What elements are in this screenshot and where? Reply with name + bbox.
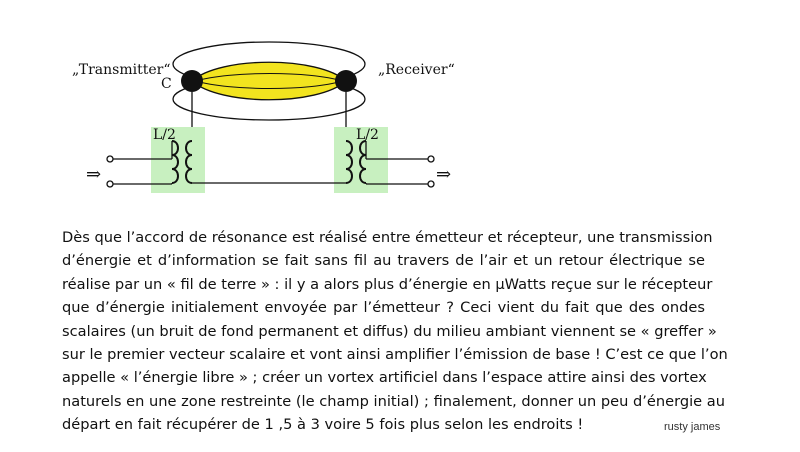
paragraph-line: appelle « l’énergie libre » ; créer un vortex artificiel dans l’espace attire ainsi des vortex [62, 369, 707, 387]
transmitter-terminal-ball [181, 70, 203, 92]
input-arrow: ⇒ [86, 164, 102, 185]
paragraph-line: Dès que l’accord de résonance est réalisé entre émetteur et récepteur, une transmission [62, 229, 713, 246]
left-coil-label: L/2 [153, 127, 176, 143]
paragraph-line: scalaires (un bruit de fond permanent et diffus) du milieu ambiant viennent se « greffer » [62, 322, 717, 340]
author-signature: rusty james [664, 421, 721, 433]
paragraph-line: que d’énergie initialement envoyée par l’émetteur ? Ceci vient du fait que des ondes [62, 299, 705, 317]
transmitter-label: „Transmitter“ [72, 62, 171, 78]
resonance-transmission-diagram [0, 0, 800, 210]
right-coil-label: L/2 [356, 127, 379, 143]
output-arrow: ⇒ [436, 164, 452, 185]
paragraph-line: sur le premier vecteur scalaire et vont ainsi amplifier l’émission de base ! C’est ce que l’on [62, 346, 728, 364]
article-paragraph [62, 226, 728, 437]
paragraph-line: d’énergie et d’information se fait sans fil au travers de l’air et un retour électrique se [62, 252, 705, 270]
paragraph-line: naturels en une zone restreinte (le champ initial) ; finalement, donner un peu d’énergie au [62, 392, 725, 410]
receiver-terminal-ball [335, 70, 357, 92]
resonance-field-lens [192, 62, 346, 100]
paragraph-line: réalise par un « fil de terre » : il y a alors plus d’énergie en µWatts reçue sur le récepteur [62, 275, 713, 293]
capacitor-label: C [161, 76, 172, 92]
paragraph-line: départ en fait récupérer de 1 ,5 à 3 voire 5 fois plus selon les endroits ! [62, 416, 584, 434]
receiver-label: „Receiver“ [378, 62, 455, 78]
